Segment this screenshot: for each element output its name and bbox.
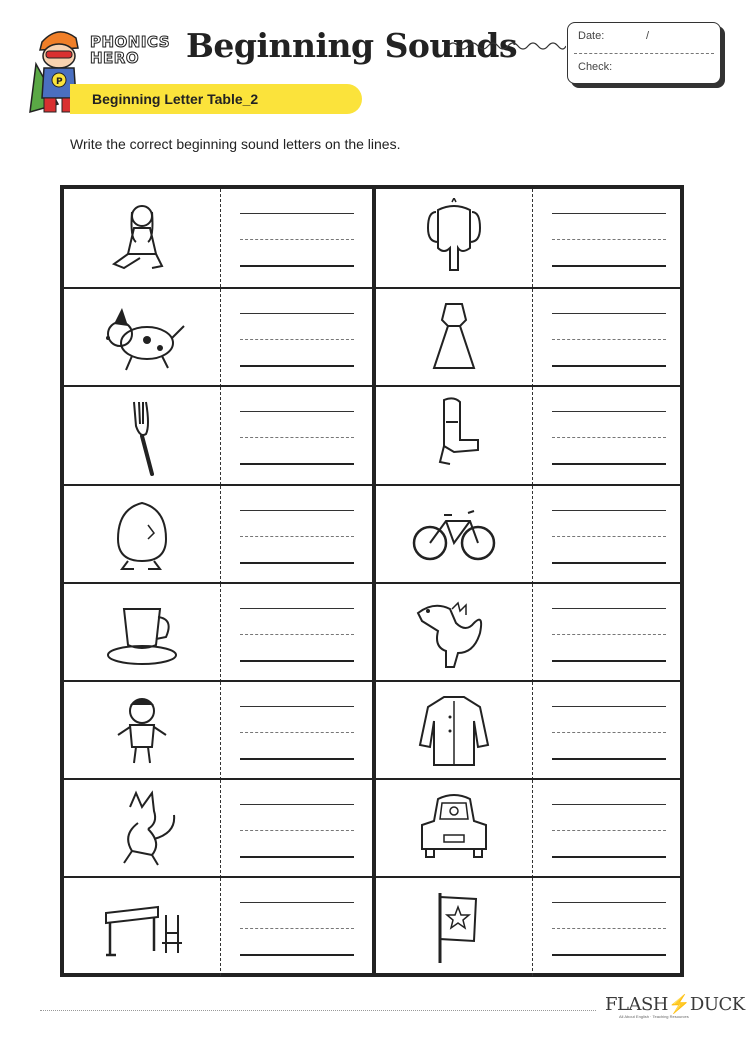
dashed-divider	[220, 780, 221, 878]
writing-lines[interactable]	[552, 387, 666, 485]
car-icon	[376, 780, 532, 878]
elbow-icon	[376, 387, 532, 485]
date-label: Date:	[578, 30, 605, 42]
writing-line	[552, 902, 666, 903]
writing-midline	[240, 634, 354, 635]
writing-line	[240, 463, 354, 465]
writing-lines[interactable]	[552, 486, 666, 584]
writing-lines[interactable]	[240, 486, 354, 584]
writing-midline	[240, 928, 354, 929]
dashed-divider	[220, 682, 221, 780]
writing-midline	[240, 437, 354, 438]
writing-lines[interactable]	[240, 289, 354, 387]
dashed-divider	[220, 486, 221, 584]
writing-line	[240, 313, 354, 314]
dashed-divider	[532, 486, 533, 584]
date-check-box	[567, 22, 721, 84]
table-cell	[64, 778, 372, 878]
writing-line	[240, 510, 354, 511]
writing-lines[interactable]	[552, 189, 666, 287]
subtitle: Beginning Letter Table_2	[92, 91, 259, 107]
writing-line	[552, 608, 666, 609]
dashed-divider	[220, 189, 221, 287]
writing-lines[interactable]	[240, 878, 354, 976]
page-title: Beginning Sounds	[186, 26, 518, 65]
writing-line	[240, 804, 354, 805]
brand-line2: HERO	[90, 49, 140, 67]
writing-line	[552, 660, 666, 662]
writing-lines[interactable]	[552, 584, 666, 682]
dashed-divider	[532, 878, 533, 976]
dashed-divider	[532, 584, 533, 682]
writing-line	[552, 562, 666, 564]
table-cell	[64, 189, 372, 287]
dashed-divider	[220, 387, 221, 485]
brand-line1: PHONICS	[90, 33, 171, 51]
writing-midline	[552, 339, 666, 340]
fork-icon	[64, 387, 220, 485]
writing-line	[240, 265, 354, 267]
elephant-icon	[376, 189, 532, 287]
flashduck-logo	[605, 994, 745, 1019]
writing-line	[240, 758, 354, 760]
writing-midline	[552, 239, 666, 240]
writing-midline	[552, 928, 666, 929]
subtitle-banner	[70, 84, 362, 114]
writing-lines[interactable]	[240, 387, 354, 485]
date-divider	[574, 53, 714, 54]
writing-line	[240, 608, 354, 609]
dashed-divider	[532, 289, 533, 387]
writing-line	[240, 213, 354, 214]
writing-midline	[240, 239, 354, 240]
writing-line	[240, 954, 354, 956]
table-cell	[64, 484, 372, 584]
writing-lines[interactable]	[240, 682, 354, 780]
table-cell	[376, 189, 684, 287]
table-cell	[64, 385, 372, 485]
writing-lines[interactable]	[552, 780, 666, 878]
footer-dotted-line	[40, 1010, 596, 1011]
dashed-divider	[220, 584, 221, 682]
writing-midline	[240, 830, 354, 831]
logo-left: FLASH	[605, 994, 668, 1015]
writing-line	[552, 856, 666, 858]
coat-icon	[376, 682, 532, 780]
writing-lines[interactable]	[552, 289, 666, 387]
worksheet-table	[60, 185, 684, 977]
writing-lines[interactable]	[240, 584, 354, 682]
table-cell	[376, 876, 684, 976]
writing-midline	[552, 732, 666, 733]
table-cell	[376, 582, 684, 682]
writing-line	[240, 706, 354, 707]
egg-icon	[64, 486, 220, 584]
writing-midline	[240, 536, 354, 537]
table-cell	[64, 582, 372, 682]
logo-tagline: All About English · Teaching Resources	[619, 1014, 689, 1019]
instructions: Write the correct beginning sound letters on the lines.	[70, 136, 401, 152]
dashed-divider	[220, 289, 221, 387]
dashed-divider	[532, 780, 533, 878]
left-column	[64, 189, 372, 973]
logo-right: DUCK	[689, 994, 745, 1015]
writing-line	[240, 562, 354, 564]
flag-icon	[376, 878, 532, 976]
desk-icon	[64, 878, 220, 976]
writing-midline	[240, 339, 354, 340]
table-cell	[64, 287, 372, 387]
writing-line	[240, 411, 354, 412]
writing-midline	[552, 830, 666, 831]
table-cell	[376, 680, 684, 780]
writing-midline	[552, 536, 666, 537]
table-cell	[376, 484, 684, 584]
cup-icon	[64, 584, 220, 682]
writing-line	[552, 313, 666, 314]
squiggle-decoration	[448, 40, 566, 52]
writing-line	[552, 804, 666, 805]
writing-midline	[552, 437, 666, 438]
date-slash: /	[646, 30, 650, 42]
svg-text:P: P	[56, 77, 63, 87]
table-cell	[64, 680, 372, 780]
writing-midline	[552, 634, 666, 635]
dog-icon	[64, 289, 220, 387]
writing-line	[552, 706, 666, 707]
table-cell	[376, 385, 684, 485]
doll-icon	[64, 189, 220, 287]
writing-midline	[240, 732, 354, 733]
dashed-divider	[532, 189, 533, 287]
writing-line	[552, 411, 666, 412]
check-label: Check:	[578, 61, 613, 73]
writing-line	[552, 365, 666, 367]
dashed-divider	[532, 387, 533, 485]
writing-line	[552, 463, 666, 465]
writing-line	[552, 265, 666, 267]
boy-icon	[64, 682, 220, 780]
writing-lines[interactable]	[240, 780, 354, 878]
lightning-icon: ⚡	[667, 994, 690, 1015]
writing-line	[240, 902, 354, 903]
fox-icon	[64, 780, 220, 878]
dinosaur-icon	[376, 584, 532, 682]
right-column	[376, 189, 684, 973]
bicycle-icon	[376, 486, 532, 584]
writing-lines[interactable]	[552, 682, 666, 780]
table-cell	[376, 778, 684, 878]
dress-icon	[376, 289, 532, 387]
writing-line	[552, 758, 666, 760]
writing-line	[552, 510, 666, 511]
dashed-divider	[532, 682, 533, 780]
writing-line	[240, 660, 354, 662]
writing-line	[552, 213, 666, 214]
writing-lines[interactable]	[240, 189, 354, 287]
writing-line	[240, 856, 354, 858]
writing-lines[interactable]	[552, 878, 666, 976]
phonics-hero-logo	[90, 34, 176, 74]
table-cell	[376, 287, 684, 387]
writing-line	[552, 954, 666, 956]
writing-line	[240, 365, 354, 367]
dashed-divider	[220, 878, 221, 976]
table-cell	[64, 876, 372, 976]
